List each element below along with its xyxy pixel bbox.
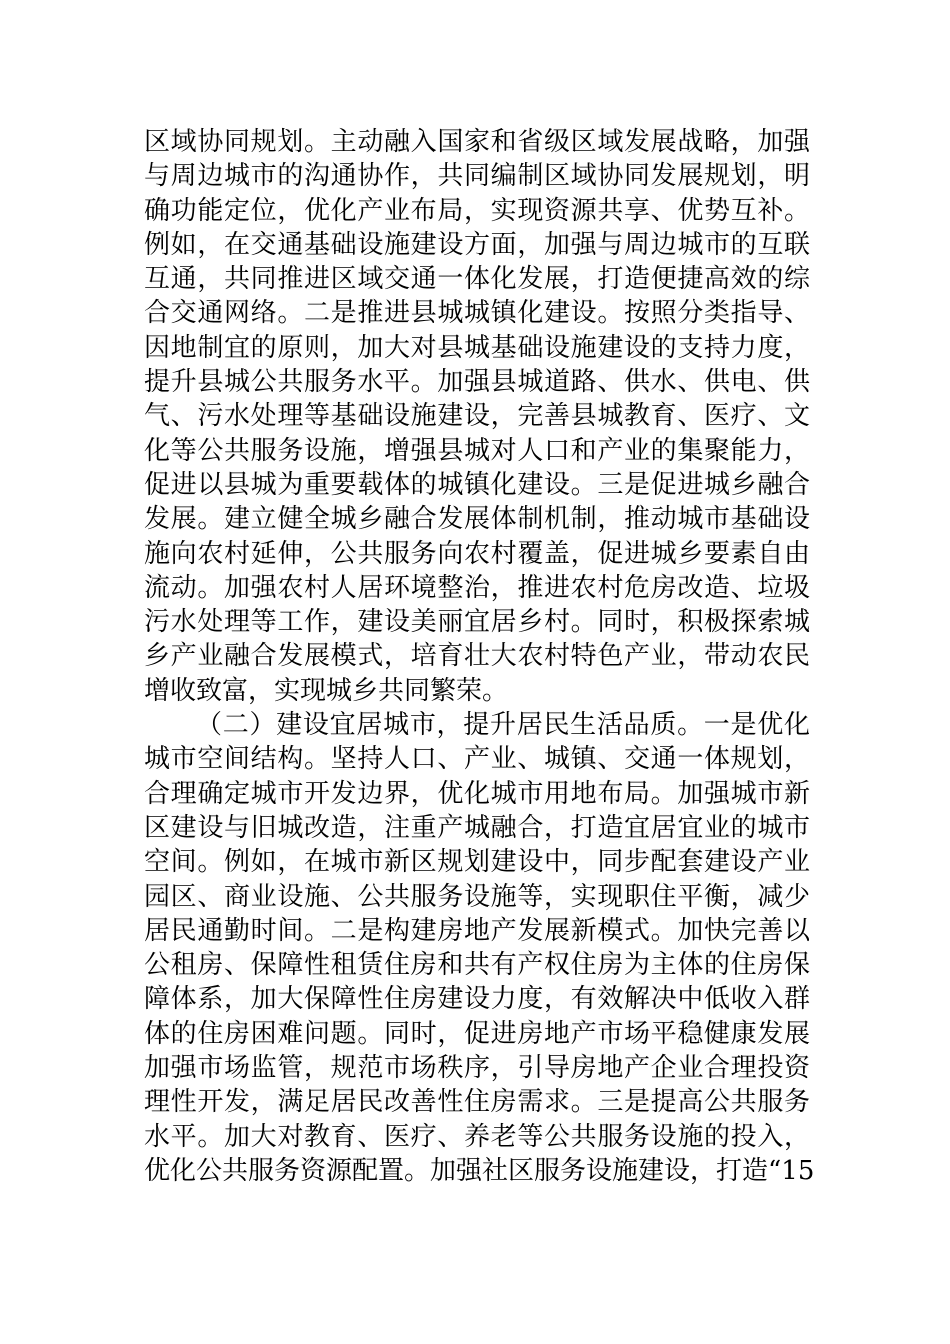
text-line: 体的住房困难问题。同时，促进房地产市场平稳健康发展 [144, 1018, 810, 1049]
paragraph-regional-coordination [144, 125, 810, 708]
text-line: 公租房、保障性租赁住房和共有产权住房为主体的住房保 [144, 950, 810, 981]
text-line: 促进以县城为重要载体的城镇化建设。三是促进城乡融合 [144, 469, 810, 500]
text-line: 合交通网络。二是推进县城城镇化建设。按照分类指导、 [144, 298, 810, 329]
text-line: 园区、商业设施、公共服务设施等，实现职住平衡，减少 [144, 881, 810, 912]
document-body [144, 125, 815, 1188]
text-line: 流动。加强农村人居环境整治，推进农村危房改造、垃圾 [144, 572, 810, 603]
text-line: （二）建设宜居城市，提升居民生活品质。一是优化 [196, 710, 810, 741]
text-line: 气、污水处理等基础设施建设，完善县城教育、医疗、文 [144, 401, 810, 432]
text-line: 区建设与旧城改造，注重产城融合，打造宜居宜业的城市 [144, 812, 810, 843]
text-line: 加强市场监管，规范市场秩序，引导房地产企业合理投资 [144, 1053, 810, 1084]
text-line: 增收致富，实现城乡共同繁荣。 [144, 675, 509, 706]
text-line: 水平。加大对教育、医疗、养老等公共服务设施的投入， [144, 1121, 810, 1152]
text-line: 乡产业融合发展模式，培育壮大农村特色产业，带动农民 [144, 641, 810, 672]
text-line: 空间。例如，在城市新区规划建设中，同步配套建设产业 [144, 847, 810, 878]
text-line: 与周边城市的沟通协作，共同编制区域协同发展规划，明 [144, 161, 810, 192]
text-line: 区域协同规划。主动融入国家和省级区域发展战略，加强 [144, 127, 810, 157]
text-line: 居民通勤时间。二是构建房地产发展新模式。加快完善以 [144, 915, 810, 946]
text-line: 污水处理等工作，建设美丽宜居乡村。同时，积极探索城 [144, 607, 810, 638]
text-line: 优化公共服务资源配置。加强社区服务设施建设，打造“15 [144, 1155, 815, 1186]
text-line: 互通，共同推进区域交通一体化发展，打造便捷高效的综 [144, 264, 810, 295]
text-line: 化等公共服务设施，增强县城对人口和产业的集聚能力， [144, 435, 810, 466]
text-line: 因地制宜的原则，加大对县城基础设施建设的支持力度， [144, 332, 810, 363]
paragraph-livable-city [144, 708, 815, 1188]
text-line: 理性开发，满足居民改善性住房需求。三是提高公共服务 [144, 1087, 810, 1118]
text-line: 确功能定位，优化产业布局，实现资源共享、优势互补。 [144, 195, 810, 226]
text-line: 障体系，加大保障性住房建设力度，有效解决中低收入群 [144, 984, 810, 1015]
text-line: 施向农村延伸，公共服务向农村覆盖，促进城乡要素自由 [144, 538, 810, 569]
text-line: 提升县城公共服务水平。加强县城道路、供水、供电、供 [144, 367, 810, 398]
text-line: 例如，在交通基础设施建设方面，加强与周边城市的互联 [144, 229, 810, 260]
text-line: 发展。建立健全城乡融合发展体制机制，推动城市基础设 [144, 504, 810, 535]
text-line: 合理确定城市开发边界，优化城市用地布局。加强城市新 [144, 778, 810, 809]
text-line: 城市空间结构。坚持人口、产业、城镇、交通一体规划， [144, 744, 810, 775]
